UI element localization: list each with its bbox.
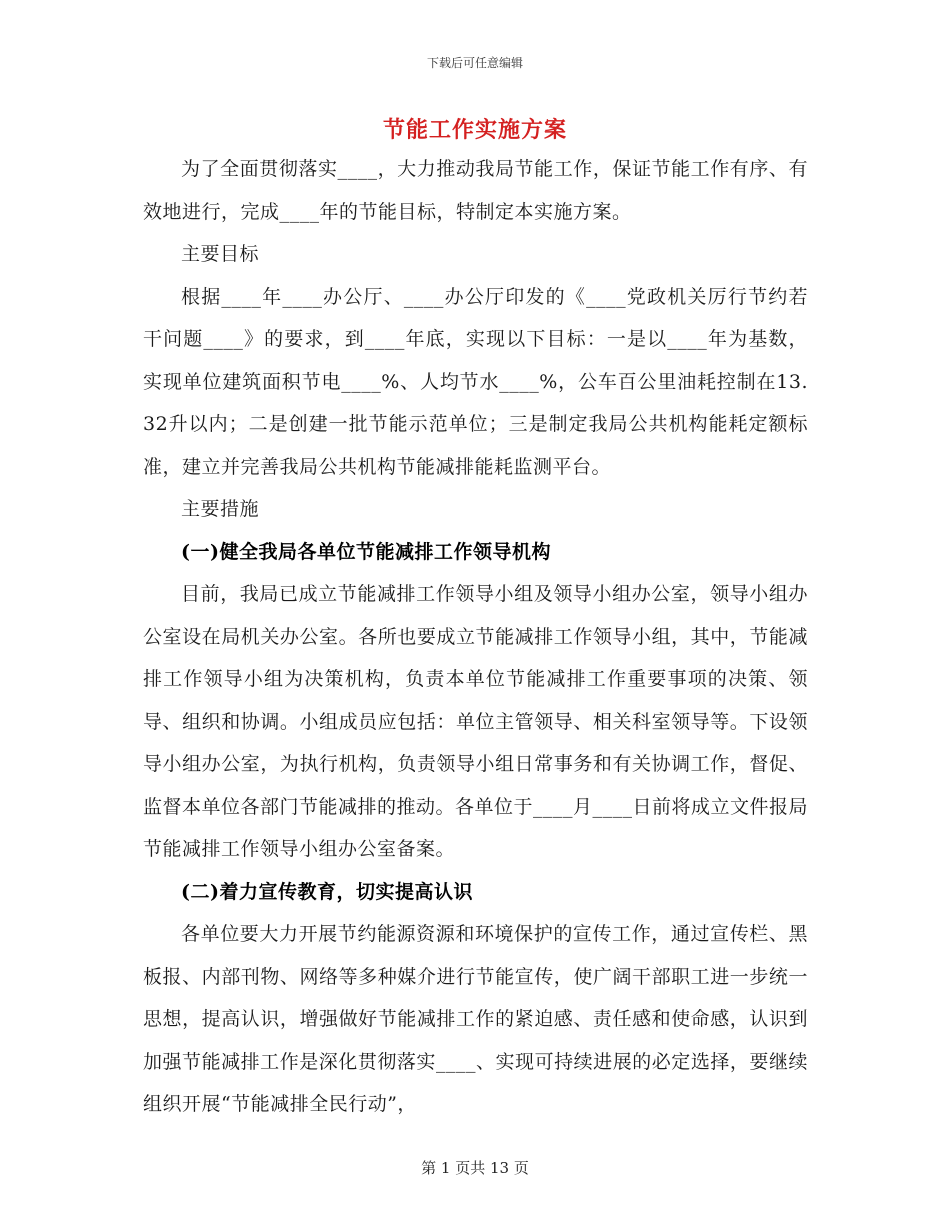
section-label-goals: 主要目标	[181, 243, 260, 265]
section-label-measures: 主要措施	[181, 498, 260, 520]
page-header-note: 下载后可任意编辑	[426, 56, 523, 70]
goals-paragraph: 根据____年____办公厅、____办公厅印发的《____党政机关厉行节约若干问题____》的要求，到____年底，实现以下目标：一是以____年为基数，实现单位建筑面积节电____%、人均节水____%，公车百公里油耗控制在13.32升以内；二是创建一批节能示范单位；三是制定我局公共机构能耗定额标准，建立并完善我局公共机构节能减排能耗监测平台。	[143, 285, 808, 478]
intro-paragraph: 为了全面贯彻落实____，大力推动我局节能工作，保证节能工作有序、有效地进行，完成____年的节能目标，特制定本实施方案。	[143, 158, 808, 223]
document-body	[143, 148, 808, 1126]
measure-paragraph-1: 目前，我局已成立节能减排工作领导小组及领导小组办公室，领导小组办公室设在局机关办公室。各所也要成立节能减排工作领导小组，其中，节能减排工作领导小组为决策机构，负责本单位节能减排工作重要事项的决策、领导、组织和协调。小组成员应包括：单位主管领导、相关科室领导等。下设领导小组办公室，为执行机构，负责领导小组日常事务和有关协调工作，督促、监督本单位各部门节能减排的推动。各单位于____月____日前将成立文件报局节能减排工作领导小组办公室备案。	[143, 583, 809, 860]
measure-heading-2: (二)着力宣传教育，切实提高认识	[181, 880, 473, 903]
document-title: 节能工作实施方案	[382, 117, 567, 143]
page-number-footer: 第 1 页共 13 页	[421, 1159, 529, 1177]
measure-heading-1: (一)健全我局各单位节能减排工作领导机构	[181, 540, 551, 563]
measure-paragraph-2: 各单位要大力开展节约能源资源和环境保护的宣传工作，通过宣传栏、黑板报、内部刊物、网络等多种媒介进行节能宣传，使广阔干部职工进一步统一思想，提高认识，增强做好节能减排工作的紧迫感、责任感和使命感，认识到加强节能减排工作是深化贯彻落实____、实现可持续进展的必定选择，要继续组织开展“节能减排全民行动”，	[143, 923, 808, 1115]
